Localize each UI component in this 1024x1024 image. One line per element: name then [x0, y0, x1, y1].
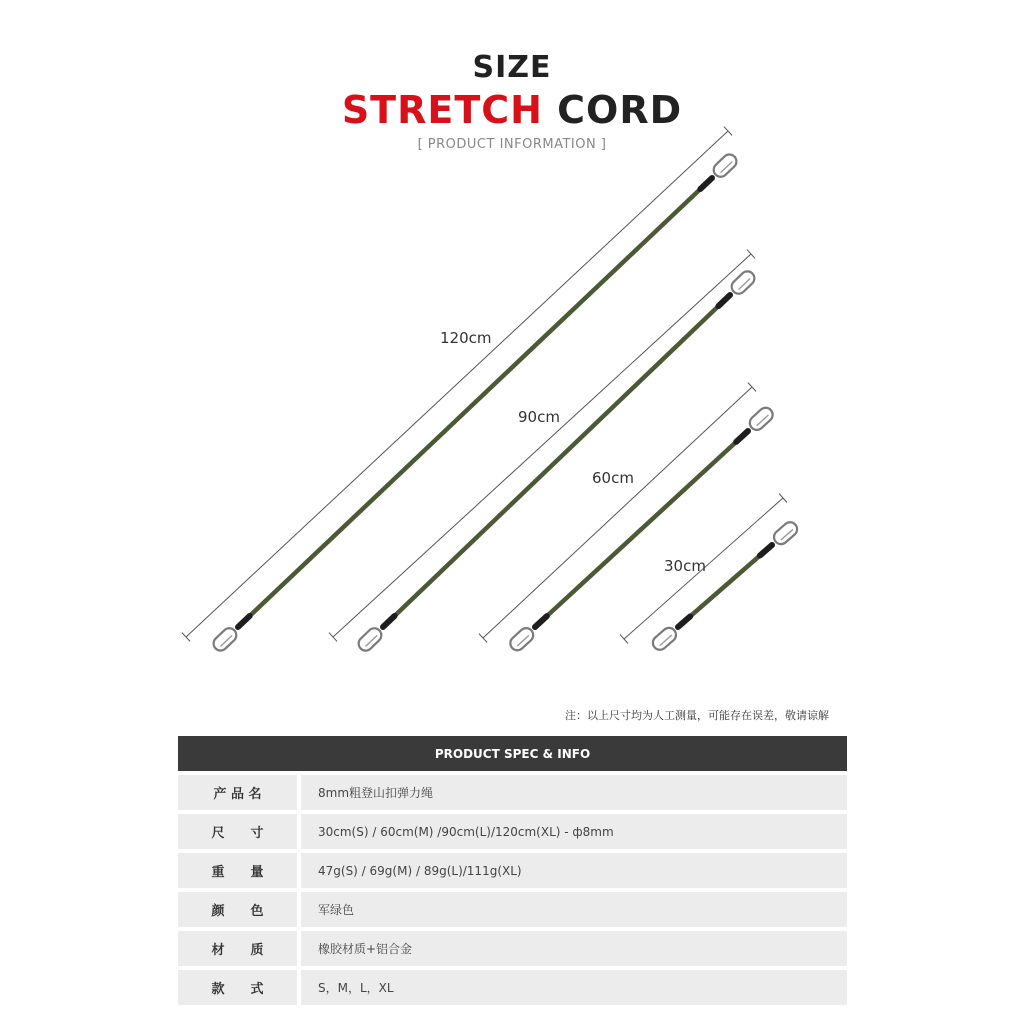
spec-value: 47g(S) / 69g(M) / 89g(L)/111g(XL): [301, 853, 847, 888]
carabiner-ring: [711, 152, 740, 180]
spec-row-material: [178, 931, 847, 966]
spec-row-size: [178, 814, 847, 849]
spec-key: 款 式: [178, 970, 297, 1005]
spec-value: 军绿色: [301, 892, 847, 927]
crimp-sleeve: [238, 616, 250, 627]
carabiner-icon: [747, 405, 776, 433]
spec-value: 30cm(S) / 60cm(M) /90cm(L)/120cm(XL) - ф8mm: [301, 814, 847, 849]
cord-120: [238, 178, 712, 627]
carabiner-ring: [650, 625, 679, 653]
crimp-sleeve: [718, 295, 730, 306]
heading-accent-word: STRETCH: [341, 88, 543, 132]
crimp-sleeve: [736, 431, 748, 442]
spec-key: 尺 寸: [178, 814, 297, 849]
carabiner-icon: [356, 625, 384, 653]
carabiner-ring: [507, 625, 536, 653]
heading-subtitle: [ PRODUCT INFORMATION ]: [417, 137, 607, 152]
carabiner-icon: [711, 152, 740, 180]
carabiner-icon: [771, 519, 800, 547]
crimp-sleeve: [678, 616, 690, 627]
dimension-line-120: [186, 131, 728, 637]
spec-value: 橡胶材质+铝合金: [301, 931, 847, 966]
crimp-sleeve: [383, 616, 395, 627]
carabiner-ring: [356, 625, 384, 653]
spec-row-color: [178, 892, 847, 927]
spec-key: 重 量: [178, 853, 297, 888]
carabiner-ring: [747, 405, 776, 433]
spec-table: [178, 736, 847, 1009]
spec-table-header: PRODUCT SPEC & INFO: [178, 736, 847, 771]
length-label-90: 90cm: [518, 408, 560, 426]
spec-value: 8mm粗登山扣弹力绳: [301, 775, 847, 810]
carabiner-ring: [211, 625, 240, 653]
spec-key: 产 品 名: [178, 775, 297, 810]
crimp-sleeve: [760, 545, 772, 556]
spec-value: S，M，L，XL: [301, 970, 847, 1005]
spec-row-name: [178, 775, 847, 810]
spec-row-weight: [178, 853, 847, 888]
carabiner-icon: [211, 625, 240, 653]
heading-size: SIZE: [472, 50, 552, 85]
carabiner-icon: [650, 625, 679, 653]
length-label-60: 60cm: [592, 469, 634, 487]
carabiner-ring: [771, 519, 800, 547]
spec-key: 颜 色: [178, 892, 297, 927]
carabiner-icon: [507, 625, 536, 653]
cord-90: [383, 295, 730, 627]
carabiner-icon: [729, 269, 757, 297]
dimension-tick-30: [779, 494, 787, 503]
length-label-120: 120cm: [440, 329, 492, 347]
heading-rest-word: CORD: [557, 88, 683, 132]
cord-60: [535, 431, 748, 627]
dimension-line-90: [333, 254, 751, 637]
dimension-tick-30: [620, 635, 628, 644]
carabiner-ring: [729, 269, 757, 297]
spec-key: 材 质: [178, 931, 297, 966]
crimp-sleeve: [700, 178, 712, 189]
length-label-30: 30cm: [664, 557, 706, 575]
spec-row-style: [178, 970, 847, 1005]
crimp-sleeve: [535, 616, 547, 627]
measurement-note: 注：以上尺寸均为人工测量，可能存在误差，敬请谅解: [565, 709, 829, 722]
